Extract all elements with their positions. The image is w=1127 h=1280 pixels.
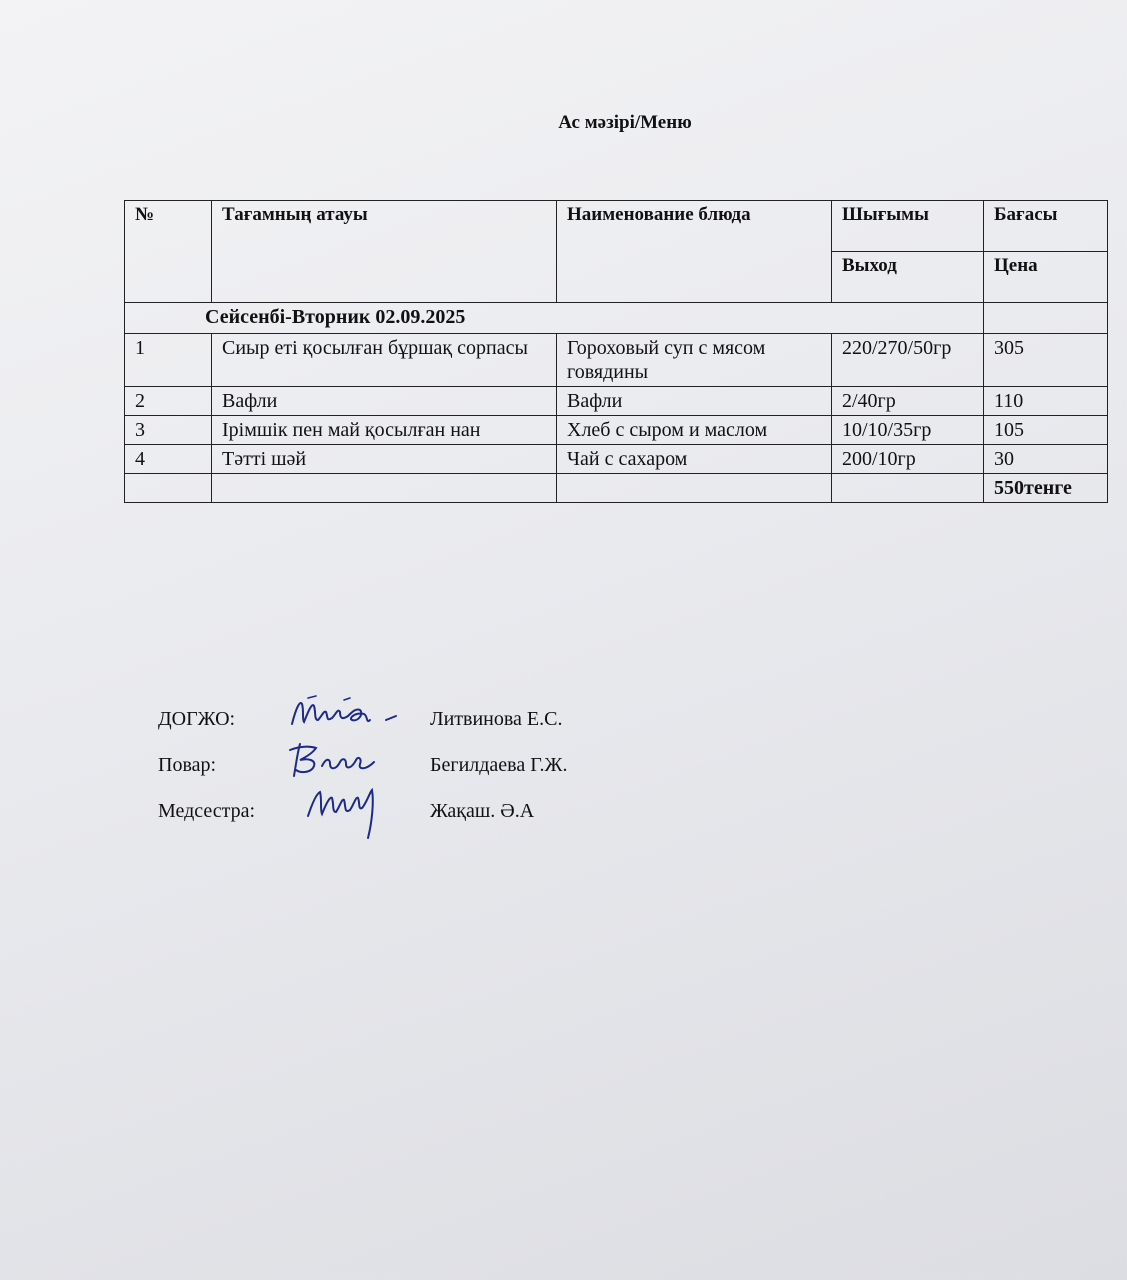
total-empty-cell — [125, 474, 212, 503]
total-row — [125, 474, 1108, 503]
header-row-top — [125, 201, 1108, 252]
table-row — [125, 445, 1108, 474]
header-number: № — [125, 201, 212, 303]
total-empty-cell — [557, 474, 832, 503]
row-name-kz: Вафли — [212, 387, 557, 416]
row-price: 105 — [984, 416, 1108, 445]
row-number: 1 — [125, 334, 212, 387]
row-price: 305 — [984, 334, 1108, 387]
total-price: 550тенге — [984, 474, 1108, 503]
row-name-ru: Гороховый суп с мясом говядины — [557, 334, 832, 387]
row-number: 2 — [125, 387, 212, 416]
signature-role: ДОГЖО: — [158, 708, 236, 730]
row-number: 4 — [125, 445, 212, 474]
table-row — [125, 334, 1108, 387]
signature-block — [158, 700, 758, 838]
table-row — [125, 416, 1108, 445]
header-price-kz: Бағасы — [984, 201, 1108, 252]
header-price-ru: Цена — [984, 252, 1108, 303]
signature-role: Медсестра: — [158, 800, 256, 822]
day-row-empty-cell — [984, 303, 1108, 334]
total-empty-cell — [212, 474, 557, 503]
row-name-kz: Сиыр еті қосылған бұршақ сорпасы — [212, 334, 557, 387]
row-yield: 2/40гр — [832, 387, 984, 416]
row-yield: 10/10/35гр — [832, 416, 984, 445]
row-yield: 200/10гр — [832, 445, 984, 474]
signature-row — [158, 700, 758, 746]
row-name-kz: Ірімшік пен май қосылған нан — [212, 416, 557, 445]
handwritten-signature-1 — [286, 690, 406, 740]
header-name-kz: Тағамның атауы — [212, 201, 557, 303]
signature-row — [158, 792, 758, 838]
row-name-ru: Вафли — [557, 387, 832, 416]
day-label: Сейсенбі-Вторник 02.09.2025 — [125, 303, 984, 334]
row-name-ru: Чай с сахаром — [557, 445, 832, 474]
row-name-ru: Хлеб с сыром и маслом — [557, 416, 832, 445]
row-price: 110 — [984, 387, 1108, 416]
handwritten-signature-3 — [300, 782, 390, 846]
signature-name: Бегилдаева Г.Ж. — [430, 754, 568, 776]
header-yield-ru: Выход — [832, 252, 984, 303]
row-number: 3 — [125, 416, 212, 445]
table-row — [125, 387, 1108, 416]
signature-name: Жақаш. Ә.А — [430, 800, 535, 822]
header-name-ru: Наименование блюда — [557, 201, 832, 303]
signature-name: Литвинова Е.С. — [430, 708, 563, 730]
menu-table — [124, 200, 1108, 503]
handwritten-signature-2 — [282, 736, 392, 786]
signature-role: Повар: — [158, 754, 217, 776]
header-yield-kz: Шығымы — [832, 201, 984, 252]
total-empty-cell — [832, 474, 984, 503]
row-yield: 220/270/50гр — [832, 334, 984, 387]
page-title: Ас мәзірі/Меню — [558, 112, 692, 133]
row-price: 30 — [984, 445, 1108, 474]
signature-row — [158, 746, 758, 792]
day-row — [125, 303, 1108, 334]
row-name-kz: Тәтті шәй — [212, 445, 557, 474]
